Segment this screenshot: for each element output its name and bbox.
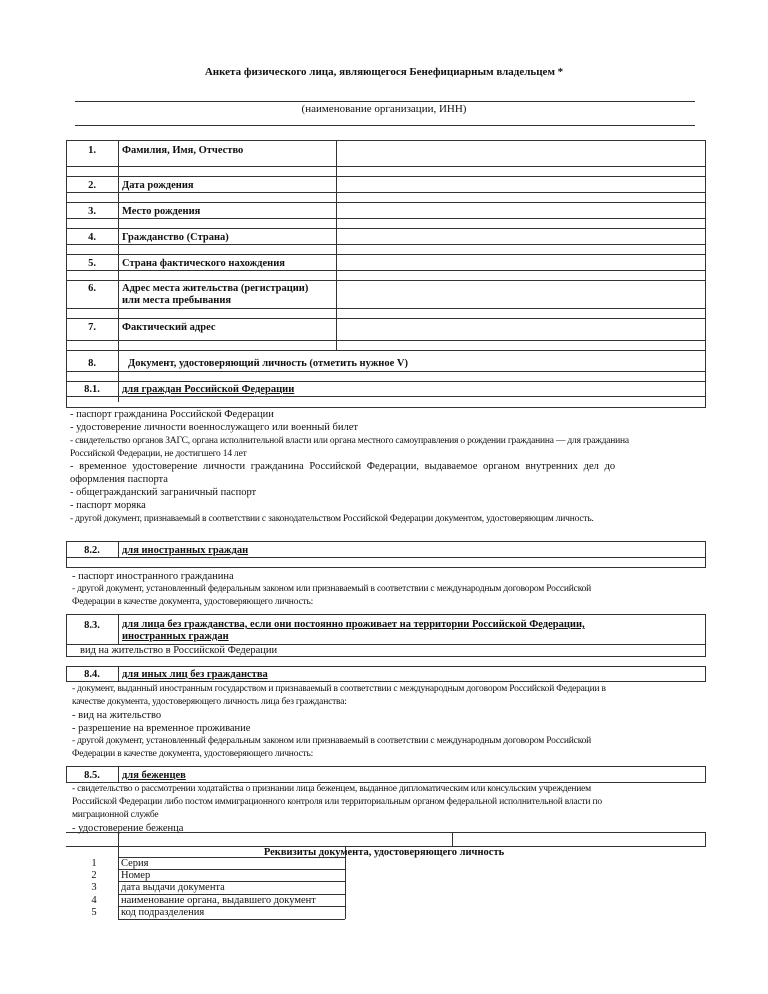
doc-option-cont: Российской Федерации либо постом иммиграционного контроля или территориальным органом федеральной исполнительной власти по	[72, 797, 602, 807]
row-number: 1.	[88, 145, 96, 156]
doc-option[interactable]: - документ, выданный иностранным государством и признаваемый в соответствии с международным договором Российской Федерации в	[72, 684, 606, 694]
form-title: Анкета физического лица, являющегося Бенефициарным владельцем *	[204, 66, 564, 78]
doc-option[interactable]: - разрешение на временное проживание	[72, 723, 251, 734]
requisite-label-issuer: наименование органа, выдавшего документ	[121, 895, 316, 906]
requisite-label-division-code: код подразделения	[121, 907, 205, 918]
row-number: 4.	[88, 232, 96, 243]
row-number: 6.	[88, 283, 96, 294]
section-number: 8.5.	[84, 770, 100, 781]
doc-option[interactable]: - удостоверение беженца	[72, 823, 184, 834]
doc-option[interactable]: - другой документ, признаваемый в соответствии с законодательством Российской Федерации документом, удостоверяющим личность.	[70, 514, 594, 524]
input-issue-date[interactable]	[346, 882, 706, 894]
input-division-code[interactable]	[346, 907, 706, 919]
row-number: 5.	[88, 258, 96, 269]
requisite-number: 3	[91, 882, 97, 893]
org-name-line[interactable]	[75, 101, 695, 102]
section-number: 8.1.	[84, 384, 100, 395]
section-number: 8.3.	[84, 620, 100, 631]
label-birth-date: Дата рождения	[122, 180, 194, 191]
requisites-title: Реквизиты документа, удостоверяющего личность	[263, 847, 505, 858]
section-8-3-title: для лица без гражданства, если они постоянно проживает на территории Российской Федерации, иностранных граждан	[122, 619, 585, 642]
section-8-4-title: для иных лиц без гражданства	[122, 669, 268, 680]
doc-option-cont: миграционной службе	[72, 810, 159, 820]
org-caption: (наименование организации, ИНН)	[301, 103, 467, 115]
section-number: 8.4.	[84, 669, 100, 680]
input-full-name[interactable]	[337, 141, 705, 166]
doc-option[interactable]: вид на жительство в Российской Федерации	[80, 645, 278, 656]
input-birth-place[interactable]	[337, 203, 705, 218]
divider	[75, 125, 695, 126]
requisite-label-number: Номер	[121, 870, 151, 881]
doc-option-cont: Федерации в качестве документа, удостоверяющего личность:	[72, 597, 314, 607]
input-number[interactable]	[346, 870, 706, 881]
doc-option-cont: Федерации в качестве документа, удостоверяющего личность:	[72, 749, 314, 759]
label-actual-address: Фактический адрес	[122, 322, 216, 333]
input-series[interactable]	[346, 858, 706, 869]
requisite-number: 5	[91, 907, 97, 918]
doc-option-cont: оформления паспорта	[70, 474, 168, 485]
section-8-title: Документ, удостоверяющий личность (отметить нужное V)	[128, 358, 408, 369]
section-8-2-title: для иностранных граждан	[122, 545, 249, 556]
requisite-label-series: Серия	[121, 858, 149, 869]
label-birth-place: Место рождения	[122, 206, 201, 217]
doc-option[interactable]: - паспорт гражданина Российской Федерации	[70, 409, 274, 420]
input-birth-date[interactable]	[337, 177, 705, 192]
requisite-label-issue-date: дата выдачи документа	[121, 882, 225, 893]
doc-option[interactable]: - свидетельство о рассмотрении ходатайства о признании лица беженцем, выданное дипломатическим или консульским учреждением	[72, 784, 591, 794]
section-8-1-title: для граждан Российской Федерации	[122, 384, 295, 395]
row-number: 3.	[88, 206, 96, 217]
row-number: 7.	[88, 322, 96, 333]
doc-option[interactable]: - паспорт моряка	[70, 500, 146, 511]
requisite-number: 4	[91, 895, 97, 906]
section-number: 8.	[88, 358, 96, 369]
input-registration-address[interactable]	[337, 281, 705, 308]
doc-option[interactable]: - удостоверение личности военнослужащего или военный билет	[70, 422, 358, 433]
label-country-of-presence: Страна фактического нахождения	[122, 258, 285, 269]
label-registration-address: Адрес места жительства (регистрации) или места пребывания	[122, 283, 309, 306]
row-number: 2.	[88, 180, 96, 191]
doc-option[interactable]: - другой документ, установленный федеральным законом или признаваемый в соответствии с международным договором Российской	[72, 584, 592, 594]
doc-option[interactable]: - временное удостоверение личности гражданина Российской Федерации, выдаваемое органом внутренних дел до	[70, 461, 616, 472]
requisite-number: 1	[91, 858, 97, 869]
input-citizenship[interactable]	[337, 229, 705, 244]
input-country-of-presence[interactable]	[337, 255, 705, 270]
requisite-number: 2	[91, 870, 97, 881]
section-8-5-title: для беженцев	[122, 770, 186, 781]
label-citizenship: Гражданство (Страна)	[122, 232, 229, 243]
doc-option[interactable]: - общегражданский заграничный паспорт	[70, 487, 257, 498]
doc-option-cont: Российской Федерации, не достигшего 14 лет	[70, 449, 247, 459]
input-issuer[interactable]	[346, 895, 706, 906]
doc-option[interactable]: - вид на жительство	[72, 710, 162, 721]
doc-option-cont: качестве документа, удостоверяющего личность лица без гражданства:	[72, 697, 347, 707]
input-actual-address[interactable]	[337, 319, 705, 340]
doc-option[interactable]: - свидетельство органов ЗАГС, органа исполнительной власти или органа местного самоуправления о рождении гражданина — для гражданина	[70, 436, 629, 446]
label-full-name: Фамилия, Имя, Отчество	[122, 145, 244, 156]
doc-option[interactable]: - паспорт иностранного гражданина	[72, 571, 234, 582]
doc-option[interactable]: - другой документ, установленный федеральным законом или признаваемый в соответствии с международным договором Российской	[72, 736, 592, 746]
section-number: 8.2.	[84, 545, 100, 556]
